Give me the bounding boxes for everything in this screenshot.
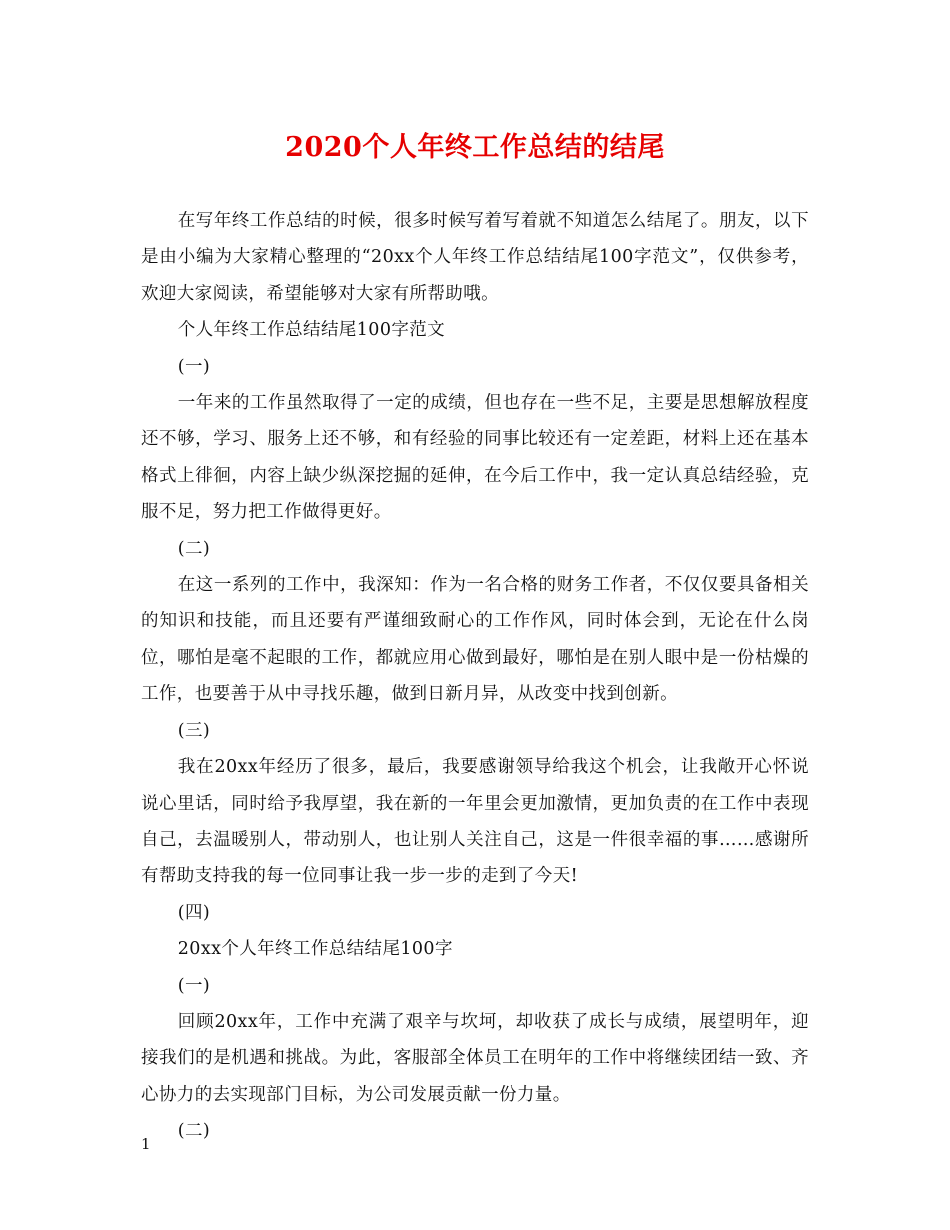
intro-paragraph: 在写年终工作总结的时候，很多时候写着写着就不知道怎么结尾了。朋友，以下是由小编为大家精心整理的“20xx个人年终工作总结结尾100字范文”，仅供参考，欢迎大家阅读，希望能够对大家有所帮助哦。 bbox=[141, 211, 809, 304]
body-paragraph: 回顾20xx年，工作中充满了艰辛与坎坷，却收获了成长与成绩，展望明年，迎接我们的是机遇和挑战。为此，客服部全体员工在明年的工作中将继续团结一致、齐心协力的去实现部门目标，为公司发展贡献一份力量。 bbox=[141, 1011, 809, 1105]
document-body bbox=[141, 203, 809, 1150]
item-marker: (二) bbox=[177, 1121, 211, 1142]
section-heading: 个人年终工作总结结尾100字范文 bbox=[177, 320, 446, 341]
body-paragraph: 在这一系列的工作中，我深知：作为一名合格的财务工作者，不仅仅要具备相关的知识和技能，而且还要有严谨细致耐心的工作作风，同时体会到，无论在什么岗位，哪怕是毫不起眼的工作，都就应用心做到最好，哪怕是在别人眼中是一份枯燥的工作，也要善于从中寻找乐趣，做到日新月异，从改变中找到创新。 bbox=[141, 575, 809, 705]
item-marker: (四) bbox=[177, 902, 211, 923]
body-paragraph: 一年来的工作虽然取得了一定的成绩，但也存在一些不足，主要是思想解放程度还不够，学习、服务上还不够，和有经验的同事比较还有一定差距，材料上还在基本格式上徘徊，内容上缺少纵深挖掘的延伸，在今后工作中，我一定认真总结经验，克服不足，努力把工作做得更好。 bbox=[141, 393, 809, 523]
item-marker: (三) bbox=[177, 720, 211, 741]
item-marker: (一) bbox=[177, 356, 211, 377]
section-heading: 20xx个人年终工作总结结尾100字 bbox=[177, 939, 453, 960]
document-title: 2020个人年终工作总结的结尾 bbox=[285, 132, 665, 163]
item-marker: (一) bbox=[177, 975, 211, 996]
page-number: 1 bbox=[141, 1135, 151, 1153]
body-paragraph: 我在20xx年经历了很多，最后，我要感谢领导给我这个机会，让我敞开心怀说说心里话，同时给予我厚望，我在新的一年里会更加激情，更加负责的在工作中表现自己，去温暖别人，带动别人，也让别人关注自己，这是一件很幸福的事……感谢所有帮助支持我的每一位同事让我一步一步的走到了今天! bbox=[141, 757, 809, 887]
item-marker: (二) bbox=[177, 538, 211, 559]
